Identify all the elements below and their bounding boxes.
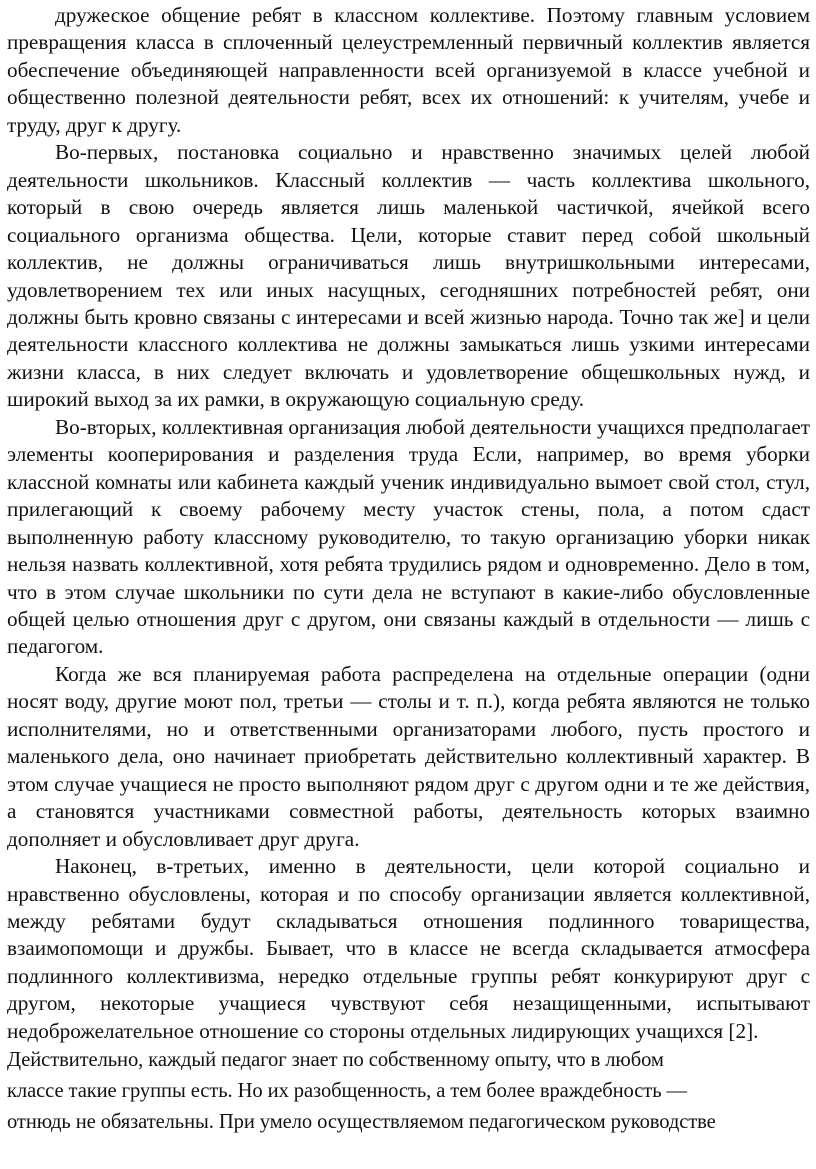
tail-line: отнюдь не обязательны. При умело осуществляемом педагогическом руководстве <box>7 1111 716 1134</box>
paragraph-second-condition: Во-вторых, коллективная организация любой деятельности учащихся предполагает элементы кооперирования и разделения труда Если, например, во время уборки классной комнаты или кабинета каждый ученик индивидуально вымоет свой стол, стул, прилегающий к своему рабочему месту участок стены, пола, а потом сдаст выполненную работу классному руководителю, то такую организацию уборки никак нельзя назвать коллективной, хотя ребята трудились рядом и одновременно. Дело в том, что в этом случае школьники по сути дела не вступают в какие-либо обусловленные общей целью отношения друг с другом, они связаны каждый в отдельности — лишь с педагогом. <box>7 414 810 659</box>
paragraph-work-distribution: Когда же вся планируемая работа распределена на отдельные операции (одни носят воду, другие моют пол, третьи — столы и т. п.), когда ребята являются не только исполнителями, но и ответственными организаторами любого, пусть простого и маленького дела, оно начинает приобретать действительно коллективный характер. В этом случае учащиеся не просто выполняют рядом друг с другом одни и те же действия, а становятся участниками совместной работы, деятельность которых взаимно дополняет и обусловливает друг друга. <box>7 661 810 851</box>
document-body <box>7 2 810 1045</box>
document-tail <box>7 1045 810 1138</box>
tail-line: Действительно, каждый педагог знает по собственному опыту, что в любом <box>7 1049 664 1072</box>
tail-line: классе такие группы есть. Но их разобщенность, а тем более враждебность — <box>7 1080 688 1103</box>
paragraph-first-condition: Во-первых, постановка социально и нравственно значимых целей любой деятельности школьников. Классный коллектив — часть коллектива школьного, который в свою очередь является лишь маленькой частичкой, ячейкой всего социального организма общества. Цели, которые ставит перед собой школьный коллектив, не должны ограничиваться лишь внутришкольными интересами, удовлетворением тех или иных насущных, сегодняшних потребностей ребят, они должны быть кровно связаны с интересами и всей жизнью народа. Точно так же] и цели деятельности классного коллектива не должны замыкаться лишь узкими интересами жизни класса, в них следует включать и удовлетворение общешкольных нужд, и широкий выход за их рамки, в окружающую социальную среду. <box>7 140 810 412</box>
paragraph-third-condition: Наконец, в-третьих, именно в деятельности, цели которой социально и нравственно обусловлены, которая и по способу организации является коллективной, между ребятами будут складываться отношения подлинного товарищества, взаимопомощи и дружбы. Бывает, что в классе не всегда складывается атмосфера подлинного коллективизма, нередко отдельные группы ребят конкурируют друг с другом, некоторые учащиеся чувствуют себя незащищенными, испытывают недоброжелательное отношение со стороны отдельных лидирующих учащихся [2]. <box>7 854 810 1043</box>
paragraph-continuation: дружеское общение ребят в классном коллективе. Поэтому главным условием превращения класса в сплоченный целеустремленный первичный коллектив является обеспечение объединяющей направленности всей организуемой в классе учебной и общественно полезной деятельности ребят, всех их отношений: к учителям, учебе и труду, друг к другу. <box>7 3 810 137</box>
